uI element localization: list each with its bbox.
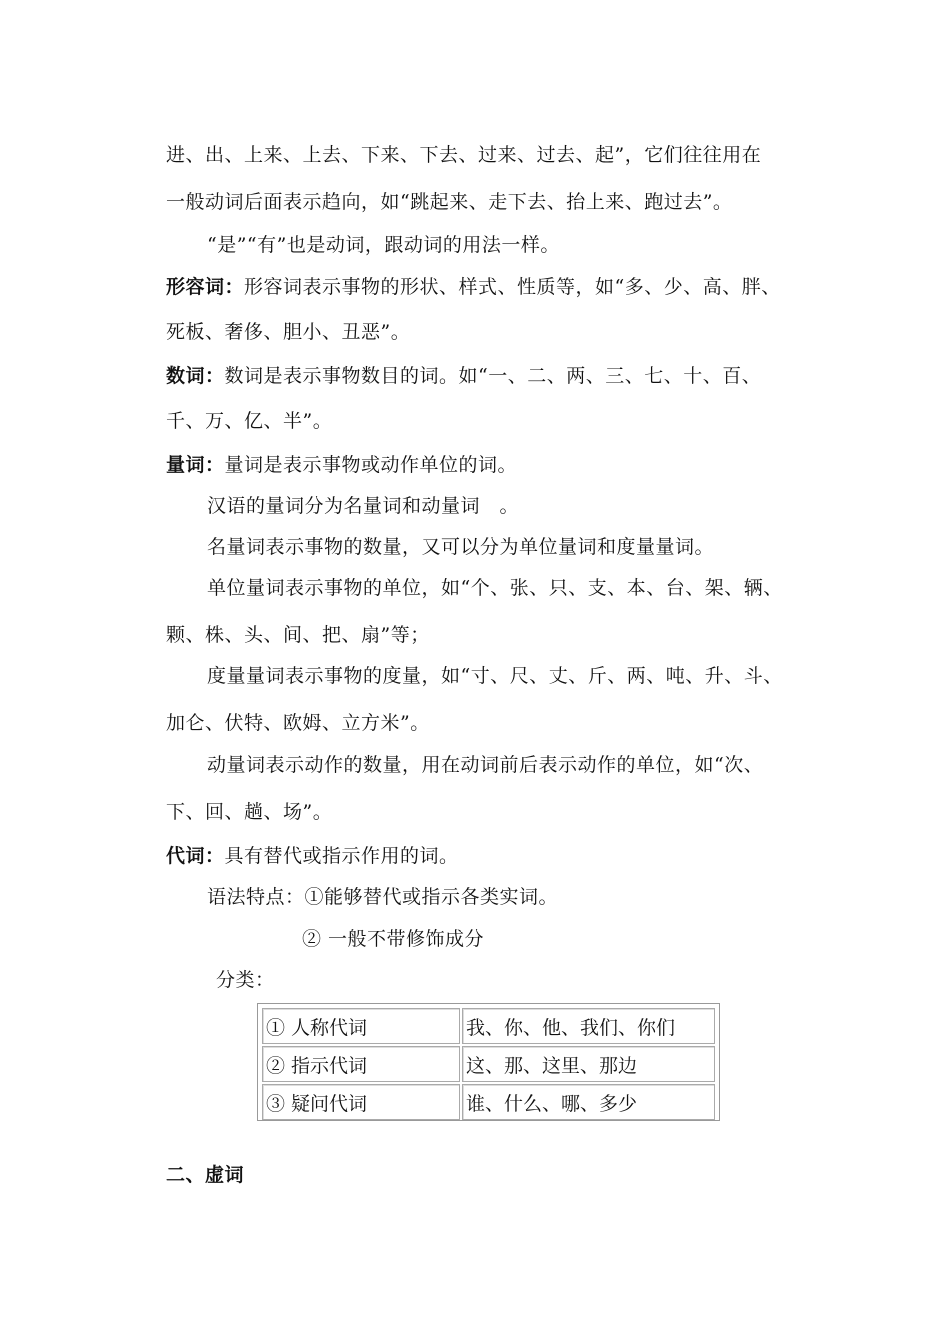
measure-p3a: 单位量词表示事物的单位，如“个、张、只、支、本、台、架、辆、: [207, 577, 783, 599]
pronoun-term: 代词：: [166, 845, 225, 867]
measure-p3b: 颗、株、头、间、把、扇”等；: [166, 624, 430, 646]
adjective-term: 形容词：: [166, 276, 245, 298]
pronoun-type-cell: ③ 疑问代词: [262, 1084, 460, 1120]
pronoun-examples-cell: 谁、什么、哪、多少: [462, 1084, 715, 1120]
numeral-paragraph: [166, 364, 761, 388]
numeral-text-1: 数词是表示事物数目的词。如“一、二、两、三、七、十、百、: [224, 365, 762, 387]
section-heading-function-words: 二、虚词: [166, 1164, 245, 1186]
pronoun-classify-label: 分类：: [216, 969, 275, 991]
measure-p5b: 下、回、趟、场”。: [166, 801, 333, 823]
table-row: [262, 1046, 715, 1082]
measure-p2: 名量词表示事物的数量，又可以分为单位量词和度量量词。: [207, 536, 715, 558]
text-line-2: 一般动词后面表示趋向，如“跳起来、走下去、抬上来、跑过去”。: [166, 191, 733, 213]
pronoun-examples-cell: 我、你、他、我们、你们: [462, 1008, 715, 1044]
adjective-text-2: 死板、奢侈、胆小、丑恶”。: [166, 321, 411, 343]
pronoun-feature-2: ② 一般不带修饰成分: [302, 928, 485, 950]
measure-p4b: 加仑、伏特、欧姆、立方米”。: [166, 712, 430, 734]
pronoun-type-cell: ② 指示代词: [262, 1046, 460, 1082]
pronoun-paragraph: [166, 844, 459, 868]
pronoun-examples-cell: 这、那、这里、那边: [462, 1046, 715, 1082]
table-row: [262, 1008, 715, 1044]
measure-paragraph: [166, 453, 517, 477]
adjective-text-1: 形容词表示事物的形状、样式、性质等，如“多、少、高、胖、: [244, 276, 781, 298]
measure-p1: 汉语的量词分为名量词和动量词 。: [207, 495, 520, 517]
adjective-paragraph: [166, 275, 781, 299]
pronoun-text-1: 具有替代或指示作用的词。: [224, 845, 459, 867]
pronoun-table: [257, 1003, 720, 1121]
text-line-3: “是”“有”也是动词，跟动词的用法一样。: [207, 234, 560, 256]
measure-p4a: 度量量词表示事物的度量，如“寸、尺、丈、斤、两、吨、升、斗、: [207, 665, 783, 687]
numeral-text-2: 千、万、亿、半”。: [166, 410, 333, 432]
measure-p5a: 动量词表示动作的数量，用在动词前后表示动作的单位，如“次、: [207, 754, 764, 776]
pronoun-type-cell: ① 人称代词: [262, 1008, 460, 1044]
numeral-term: 数词：: [166, 365, 225, 387]
measure-text-1: 量词是表示事物或动作单位的词。: [224, 454, 518, 476]
text-line-1: 进、出、上来、上去、下来、下去、过来、过去、起”，它们往往用在: [166, 144, 762, 166]
pronoun-feature-1: 语法特点：①能够替代或指示各类实词。: [207, 886, 559, 908]
measure-term: 量词：: [166, 454, 225, 476]
table-row: [262, 1084, 715, 1120]
